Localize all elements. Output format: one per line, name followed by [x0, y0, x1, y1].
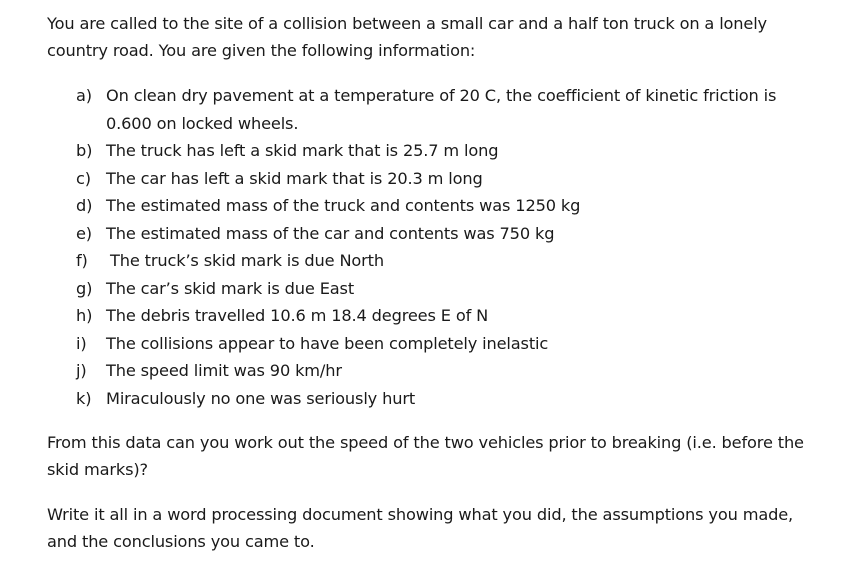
list-item-text: The truck has left a skid mark that is 25.7 m long	[106, 141, 499, 160]
list-item-text: The collisions appear to have been completely inelastic	[106, 334, 549, 353]
intro-line-1: You are called to the site of a collision between a small car and a half ton truck on a lonely	[47, 14, 767, 33]
list-marker: j)	[76, 361, 87, 380]
list-marker: k)	[76, 389, 92, 408]
list-marker: b)	[76, 141, 93, 160]
list-item-text: The estimated mass of the car and contents was 750 kg	[106, 224, 555, 243]
intro-line-2: country road. You are given the following information:	[47, 41, 476, 60]
list-item-text: The speed limit was 90 km/hr	[106, 361, 342, 380]
list-marker: a)	[76, 86, 92, 105]
list-marker: c)	[76, 169, 91, 188]
instruction-line-1: Write it all in a word processing document showing what you did, the assumptions you made,	[47, 505, 794, 524]
list-item-text: The debris travelled 10.6 m 18.4 degrees E of N	[106, 306, 489, 325]
list-marker: i)	[76, 334, 87, 353]
question-line-1: From this data can you work out the speed of the two vehicles prior to breaking (i.e. before the	[47, 433, 804, 452]
list-marker: f)	[76, 251, 88, 270]
list-marker: e)	[76, 224, 92, 243]
list-item-text: The truck’s skid mark is due North	[110, 251, 384, 270]
list-item-text: The estimated mass of the truck and contents was 1250 kg	[106, 196, 581, 215]
list-item-text: Miraculously no one was seriously hurt	[106, 389, 416, 408]
list-item-text: 0.600 on locked wheels.	[106, 114, 299, 133]
list-item-text: On clean dry pavement at a temperature of 20 C, the coefficient of kinetic friction is	[106, 86, 777, 105]
list-marker: d)	[76, 196, 93, 215]
question-line-2: skid marks)?	[47, 460, 148, 479]
list-marker: g)	[76, 279, 93, 298]
list-item-text: The car has left a skid mark that is 20.3 m long	[106, 169, 483, 188]
list-marker: h)	[76, 306, 93, 325]
instruction-line-2: and the conclusions you came to.	[47, 532, 315, 551]
list-item-text: The car’s skid mark is due East	[106, 279, 355, 298]
